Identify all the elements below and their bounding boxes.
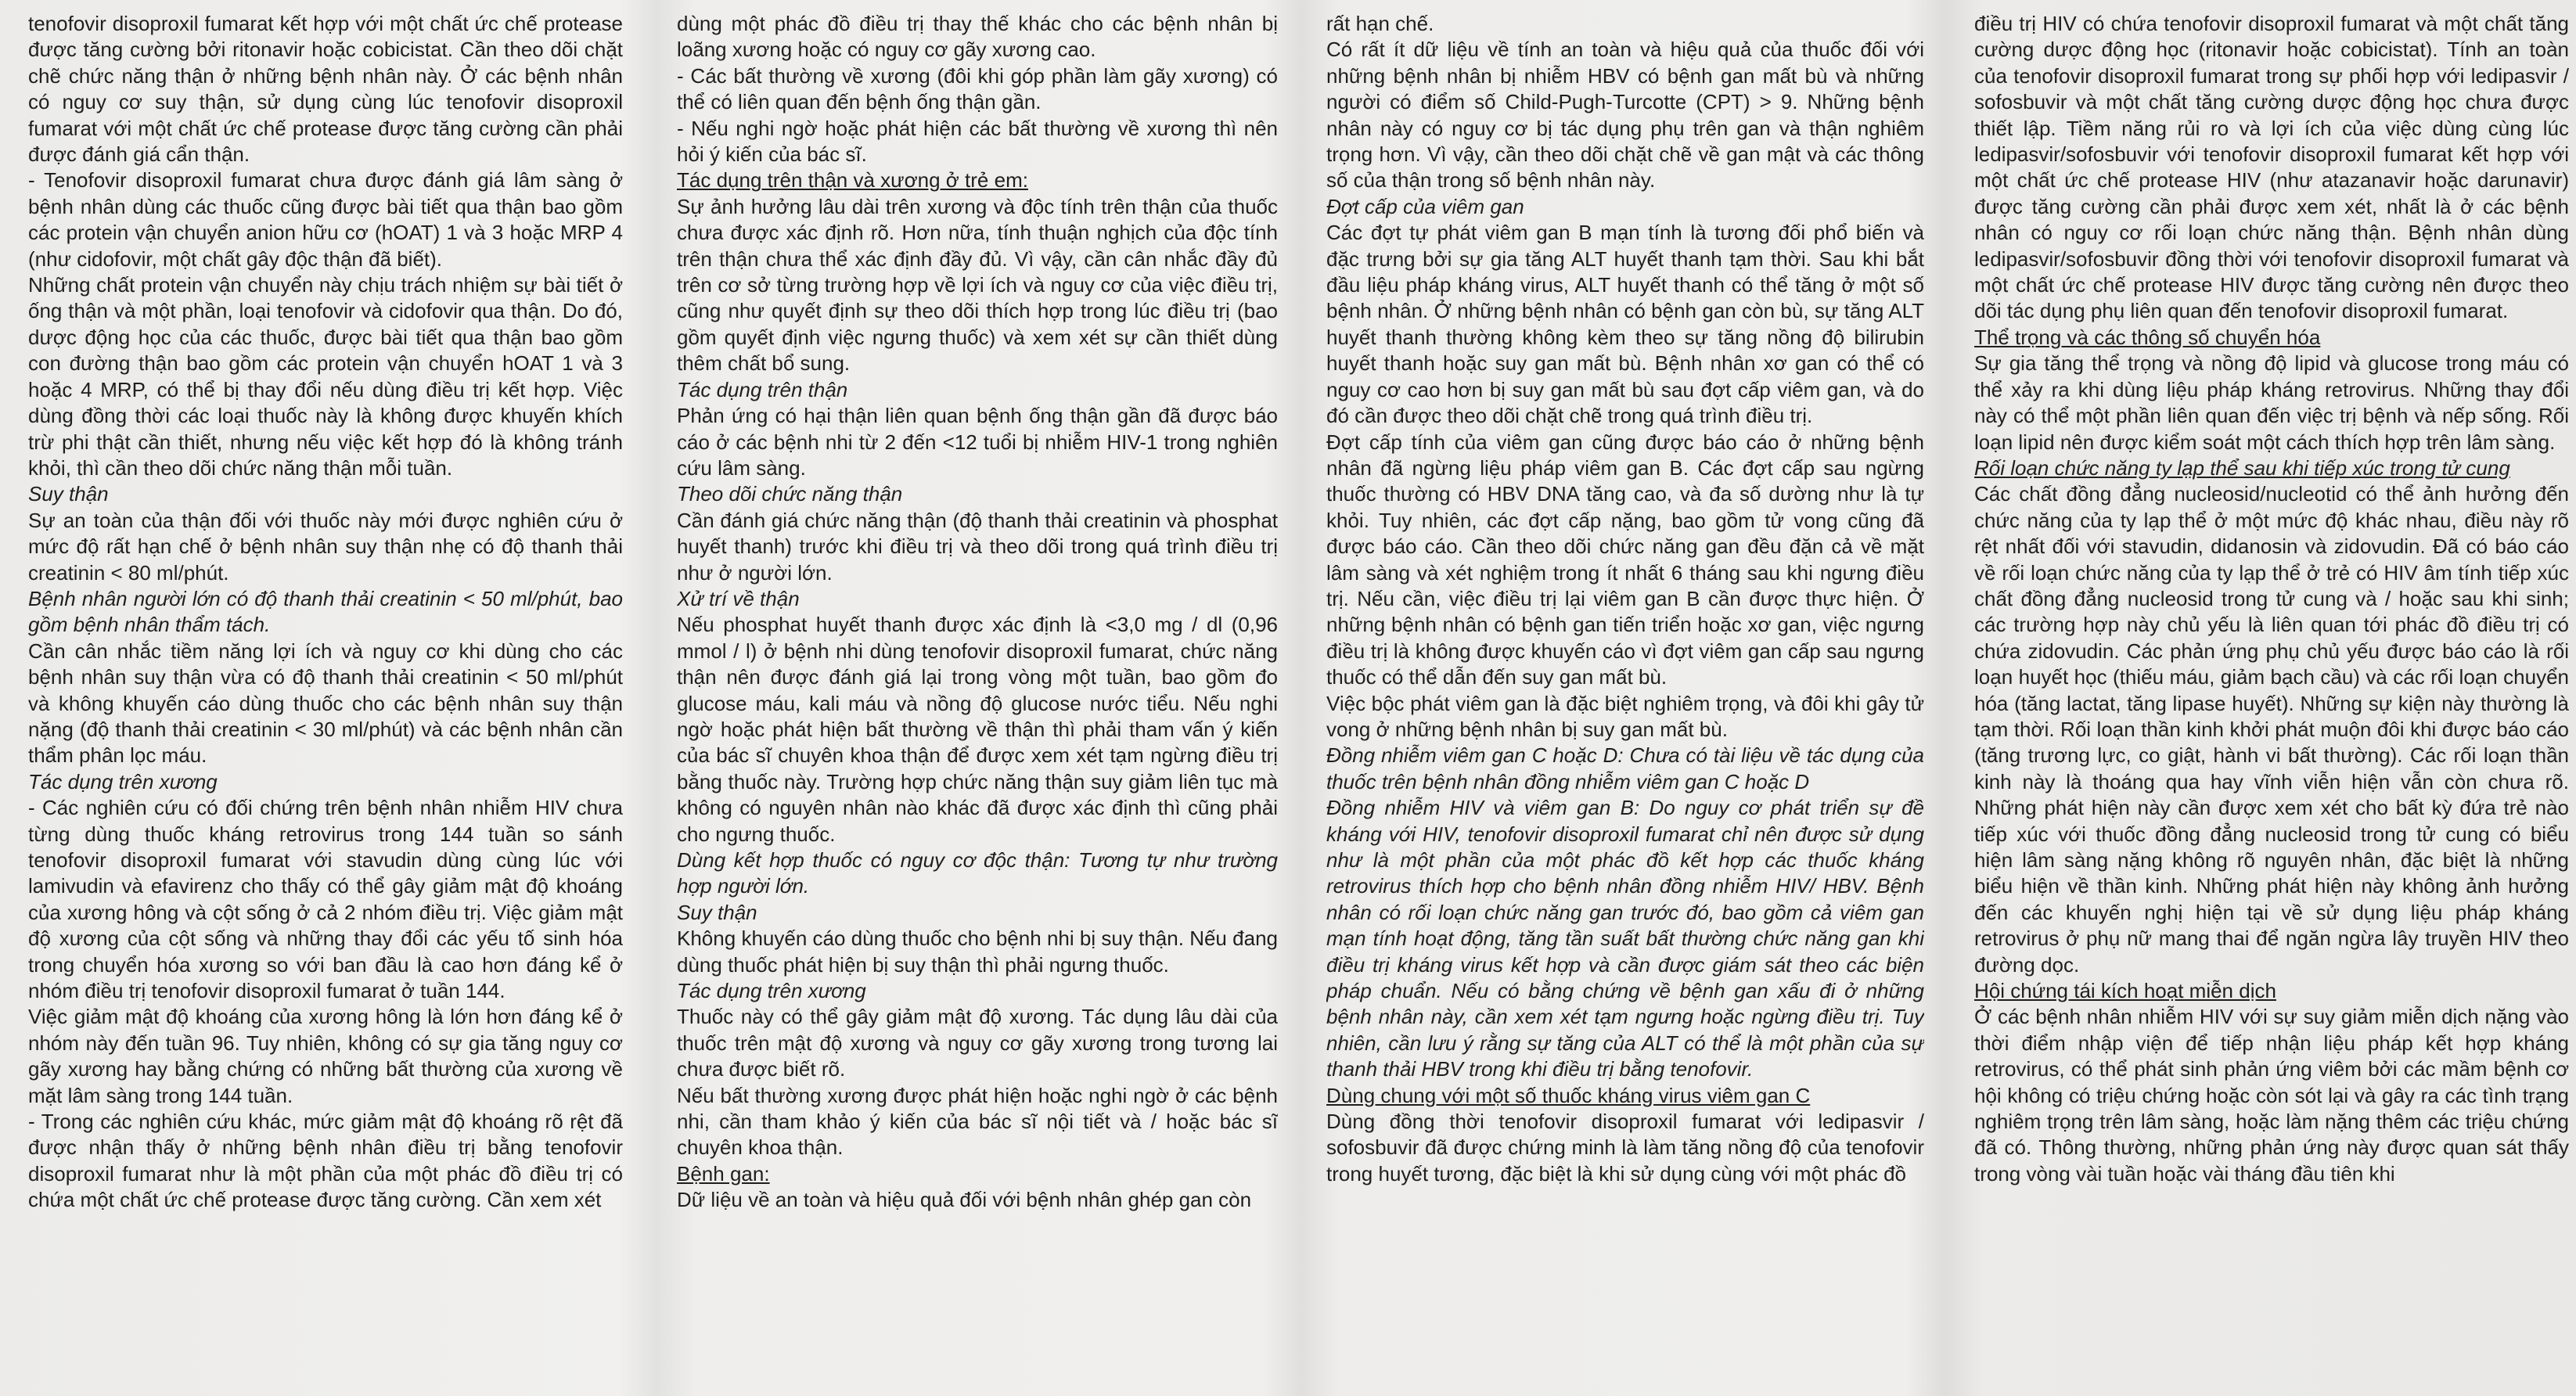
column-2	[677, 11, 1278, 1393]
paragraph: Nếu bất thường xương được phát hiện hoặc nghi ngờ ở các bệnh nhi, cần tham khảo ý kiến của bác sĩ nội tiết và / hoặc bác sĩ chuyên khoa thận.	[677, 1083, 1278, 1160]
section-heading: Suy thận	[677, 900, 757, 924]
paragraph: Việc bộc phát viêm gan là đặc biệt nghiêm trọng, và đôi khi gây tử vong ở những bệnh nhân bị suy gan mất bù.	[1326, 691, 1924, 741]
section-heading: Suy thận	[28, 482, 109, 506]
section-heading: Bệnh gan:	[677, 1161, 770, 1186]
paragraph: Các chất đồng đẳng nucleosid/nucleotid có thể ảnh hưởng đến chức năng của ty lạp thể ở một mức độ khác nhau, điều này rõ rệt nhất đối với stavudin, didanosin và zidovudin. Đã có báo cáo về rối loạn chức năng của ty lạp thể ở trẻ có HIV âm tính tiếp xúc chất đồng đẳng nucleosid trong tử cung và / hoặc sau khi sinh; các trường hợp này chủ yếu là liên quan tới phác đồ điều trị có chứa zidovudin. Các phản ứng phụ chủ yếu được báo cáo là rối loạn huyết học (thiếu máu, giảm bạch cầu) và các rối loạn chuyển hóa (tăng lactat, tăng lipase huyết). Những sự kiện này thường là tạm thời. Rối loạn thần kinh khởi phát muộn đôi khi được báo cáo (tăng trương lực, co giật, hành vi bất thường). Các rối loạn thần kinh này là thoáng qua hay vĩnh viễn hiện vẫn còn chưa rõ. Những phát hiện này cần được xem xét cho bất kỳ đứa trẻ nào tiếp xúc với thuốc đồng đẳng nucleosid trong tử cung có biểu hiện lâm sàng nặng không rõ nguyên nhân, đặc biệt là những biểu hiện về thần kinh. Những phát hiện này không ảnh hưởng đến các khuyến nghị hiện tại về sử dụng liệu pháp kháng retrovirus ở phụ nữ mang thai để ngăn ngừa lây truyền HIV theo đường dọc.	[1974, 482, 2569, 977]
paragraph: - Các nghiên cứu có đối chứng trên bệnh nhân nhiễm HIV chưa từng dùng thuốc kháng retrovirus trong 144 tuần so sánh tenofovir disoproxil fumarat với stavudin dùng cùng lúc với lamivudin và efavirenz cho thấy có thể gây giảm mật độ khoáng của xương hông và cột sống ở cả 2 nhóm điều trị. Việc giảm mật độ xương của cột sống và những thay đổi các yếu tố sinh hóa trong chuyển hóa xương so với ban đầu là cao hơn đáng kể ở nhóm điều trị tenofovir disoproxil fumarat ở tuần 144.	[28, 796, 623, 1003]
paragraph: Phản ứng có hại thận liên quan bệnh ống thận gần đã được báo cáo ở các bệnh nhi từ 2 đến <12 tuổi bị nhiễm HIV-1 trong nghiên cứu lâm sàng.	[677, 404, 1278, 480]
column-4	[1974, 11, 2569, 1393]
section-heading: Đồng nhiễm viêm gan C hoặc D: Chưa có tài liệu về tác dụng của thuốc trên bệnh nhân đồng nhiễm viêm gan C hoặc D	[1326, 743, 1924, 793]
paragraph: Nếu phosphat huyết thanh được xác định là <3,0 mg / dl (0,96 mmol / l) ở bệnh nhi dùng tenofovir disoproxil fumarat, chức năng thận nên được đánh giá lại trong vòng một tuần, bao gồm đo glucose máu, kali máu và nồng độ glucose nước tiểu. Nếu nghi ngờ hoặc phát hiện bất thường về thận thì phải tham vấn ý kiến của bác sĩ chuyên khoa thận để được xem xét tạm ngừng điều trị bằng thuốc này. Trường hợp chức năng thận suy giảm liên tục mà không có nguyên nhân nào khác đã được xác định thì cũng phải cho ngưng thuốc.	[677, 613, 1278, 846]
section-heading: Dùng kết hợp thuốc có nguy cơ độc thận: Tương tự như trường hợp người lớn.	[677, 848, 1278, 898]
paragraph: Ở các bệnh nhân nhiễm HIV với sự suy giảm miễn dịch nặng vào thời điểm nhập viện để tiếp nhận liệu pháp kết hợp kháng retrovirus, có thể phát sinh phản ứng viêm bởi các mầm bệnh cơ hội không có triệu chứng hoặc còn sót lại và gây ra các tình trạng nghiêm trọng trên lâm sàng, hoặc làm nặng thêm các triệu chứng đã có. Thông thường, những phản ứng này được quan sát thấy trong vòng vài tuần hoặc vài tháng đầu tiên khi	[1974, 1005, 2569, 1186]
paragraph: Có rất ít dữ liệu về tính an toàn và hiệu quả của thuốc đối với những bệnh nhân bị nhiễm HBV có bệnh gan mất bù và những người có điểm số Child-Pugh-Turcotte (CPT) > 9. Những bệnh nhân này có nguy cơ bị tác dụng phụ trên gan và thận nghiêm trọng hơn. Vì vậy, cần theo dõi chặt chẽ về gan mật và các thông số của thận trong số bệnh nhân này.	[1326, 38, 1924, 192]
paragraph: Sự an toàn của thận đối với thuốc này mới được nghiên cứu ở mức độ rất hạn chế ở bệnh nhân suy thận nhẹ có độ thanh thải creatinin < 80 ml/phút.	[28, 508, 623, 585]
section-heading: Bệnh nhân người lớn có độ thanh thải creatinin < 50 ml/phút, bao gồm bệnh nhân thẩm tách.	[28, 586, 623, 637]
paragraph: - Các bất thường về xương (đôi khi góp phần làm gãy xương) có thể có liên quan đến bệnh ống thận gần.	[677, 63, 1278, 114]
paragraph: Cần đánh giá chức năng thận (độ thanh thải creatinin và phosphat huyết thanh) trước khi điều trị và theo dõi trong quá trình điều trị như ở người lớn.	[677, 508, 1278, 585]
paragraph: Việc giảm mật độ khoáng của xương hông là lớn hơn đáng kể ở nhóm này đến tuần 96. Tuy nhiên, không có sự gia tăng nguy cơ gãy xương hay bằng chứng có những bất thường của xương về mặt lâm sàng trong 144 tuần.	[28, 1005, 623, 1107]
paragraph: Các đợt tự phát viêm gan B mạn tính là tương đối phổ biến và đặc trưng bởi sự gia tăng ALT huyết thanh tạm thời. Sau khi bắt đầu liệu pháp kháng virus, ALT huyết thanh có thể tăng ở một số bệnh nhân. Ở những bệnh nhân có bệnh gan còn bù, sự tăng ALT huyết thanh thường không kèm theo sự tăng nồng độ bilirubin huyết thanh hoặc suy gan mất bù. Bệnh nhân xơ gan có thể có nguy cơ cao hơn bị suy gan mất bù sau đợt cấp viêm gan, và do đó cần được theo dõi chặt chẽ trong quá trình điều trị.	[1326, 221, 1924, 428]
section-heading: Hội chứng tái kích hoạt miễn dịch	[1974, 979, 2276, 1003]
paragraph: điều trị HIV có chứa tenofovir disoproxil fumarat và một chất tăng cường dược động học (ritonavir hoặc cobicistat). Tính an toàn của tenofovir disoproxil fumarat trong sự phối hợp với ledipasvir / sofosbuvir và một chất tăng cường dược động học chưa được thiết lập. Tiềm năng rủi ro và lợi ích của việc dùng cùng lúc ledipasvir/sofosbuvir với tenofovir disoproxil fumarat kết hợp với một chất ức chế protease HIV (như atazanavir hoặc darunavir) được tăng cường cần phải được xem xét, nhất là ở các bệnh nhân có nguy cơ rối loạn chức năng thận. Bệnh nhân dùng ledipasvir/sofosbuvir đồng thời với tenofovir disoproxil fumarat và một chất ức chế protease HIV được tăng cường nên được theo dõi tác dụng phụ liên quan đến tenofovir disoproxil fumarat.	[1974, 12, 2569, 323]
section-heading: Tác dụng trên thận	[677, 377, 848, 401]
section-heading: Tác dụng trên xương	[28, 769, 218, 793]
section-heading: Dùng chung với một số thuốc kháng virus viêm gan C	[1326, 1083, 1811, 1107]
section-heading: Đồng nhiễm HIV và viêm gan B: Do nguy cơ phát triển sự đề kháng với HIV, tenofovir disoproxil fumarat chỉ nên được sử dụng như là một phần của một phác đồ kết hợp các thuốc kháng retrovirus thích hợp cho bệnh nhân đồng nhiễm HIV/ HBV. Bệnh nhân có rối loạn chức năng gan trước đó, bao gồm cả viêm gan mạn tính hoạt động, tăng tần suất bất thường chức năng gan khi điều trị kháng virus kết hợp và cần được giám sát theo các biện pháp chuẩn. Nếu có bằng chứng về bệnh gan xấu đi ở những bệnh nhân này, cần xem xét tạm ngưng hoặc ngừng điều trị. Tuy nhiên, cần lưu ý rằng sự tăng của ALT có thể là một phần của sự thanh thải HBV trong khi điều trị bằng tenofovir.	[1326, 796, 1924, 1081]
column-3	[1326, 11, 1924, 1393]
section-heading: Rối loạn chức năng ty lạp thể sau khi tiếp xúc trong tử cung	[1974, 455, 2510, 480]
column-1	[28, 11, 623, 1393]
section-heading: Tác dụng trên thận và xương ở trẻ em:	[677, 168, 1028, 192]
paragraph: dùng một phác đồ điều trị thay thế khác cho các bệnh nhân bị loãng xương hoặc có nguy cơ gãy xương cao.	[677, 12, 1278, 62]
paragraph: - Nếu nghi ngờ hoặc phát hiện các bất thường về xương thì nên hỏi ý kiến của bác sĩ.	[677, 116, 1278, 167]
paragraph: Cần cân nhắc tiềm năng lợi ích và nguy cơ khi dùng cho các bệnh nhân suy thận vừa có độ thanh thải creatinin < 50 ml/phút và không khuyến cáo dùng thuốc cho các bệnh nhân suy thận nặng (độ thanh thải creatinin < 30 ml/phút) và các bệnh nhân cần thẩm phân lọc máu.	[28, 639, 623, 768]
paragraph: Sự ảnh hưởng lâu dài trên xương và độc tính trên thận của thuốc chưa được xác định rõ. Hơn nữa, tính thuận nghịch của độc tính trên thận chưa thể xác định đầy đủ. Vì vậy, cần cân nhắc đầy đủ trên cơ sở từng trường hợp về lợi ích và nguy cơ của việc điều trị, cũng như quyết định sự theo dõi thích hợp trong lúc điều trị (bao gồm quyết định việc ngưng thuốc) và xem xét sự cần thiết dùng thêm chất bổ sung.	[677, 194, 1278, 376]
paragraph: Những chất protein vận chuyển này chịu trách nhiệm sự bài tiết ở ống thận và một phần, loại tenofovir và cidofovir qua thận. Do đó, dược động học của các thuốc, được bài tiết qua thận bao gồm con đường thận bao gồm các protein vận chuyển hOAT 1 và 3 hoặc 4 MRP, có thể bị thay đổi nếu dùng điều trị kết hợp. Việc dùng đồng thời các loại thuốc này là không được khuyến khích trừ phi thật cần thiết, nhưng nếu việc kết hợp đó là không tránh khỏi, thì cần theo dõi chức năng thận mỗi tuần.	[28, 273, 623, 480]
paragraph: Dữ liệu về an toàn và hiệu quả đối với bệnh nhân ghép gan còn	[677, 1188, 1252, 1212]
paragraph: Đợt cấp tính của viêm gan cũng được báo cáo ở những bệnh nhân đã ngừng liệu pháp viêm gan B. Các đợt cấp sau ngừng thuốc thường có HBV DNA tăng cao, và đa số dường như là tự khỏi. Tuy nhiên, các đợt cấp nặng, bao gồm tử vong cũng đã được báo cáo. Cần theo dõi chức năng gan đều đặn cả về mặt lâm sàng và xét nghiệm trong ít nhất 6 tháng sau khi ngưng điều trị. Nếu cần, việc điều trị lại viêm gan B cần được thực hiện. Ở những bệnh nhân có bệnh gan tiến triển hoặc xơ gan, việc ngưng điều trị là không được khuyến cáo vì đợt viêm gan cấp sau ngưng thuốc có thể dẫn đến suy gan mất bù.	[1326, 430, 1924, 689]
paragraph: - Trong các nghiên cứu khác, mức giảm mật độ khoáng rõ rệt đã được nhận thấy ở những bệnh nhân điều trị bằng tenofovir disoproxil fumarat như là một phần của một phác đồ điều trị có chứa một chất ức chế protease được tăng cường. Cần xem xét	[28, 1110, 623, 1212]
paragraph: Sự gia tăng thể trọng và nồng độ lipid và glucose trong máu có thể xảy ra khi dùng liệu pháp kháng retrovirus. Những thay đổi này có thể một phần liên quan đến việc trị bệnh và nếp sống. Rối loạn lipid nên được kiểm soát một cách thích hợp trên lâm sàng.	[1974, 351, 2569, 454]
section-heading: Tác dụng trên xương	[677, 979, 866, 1003]
paragraph: Không khuyến cáo dùng thuốc cho bệnh nhi bị suy thận. Nếu đang dùng thuốc phát hiện bị suy thận thì phải ngưng thuốc.	[677, 926, 1278, 977]
paragraph: rất hạn chế.	[1326, 12, 1434, 35]
paragraph: tenofovir disoproxil fumarat kết hợp với một chất ức chế protease được tăng cường bởi ritonavir hoặc cobicistat. Cần theo dõi chặt chẽ chức năng thận ở những bệnh nhân này. Ở các bệnh nhân có nguy cơ suy thận, sử dụng cùng lúc tenofovir disoproxil fumarat với một chất ức chế protease được tăng cường cần phải được đánh giá cẩn thận.	[28, 12, 623, 167]
section-heading: Đợt cấp của viêm gan	[1326, 194, 1524, 218]
section-heading: Thể trọng và các thông số chuyển hóa	[1974, 325, 2321, 349]
section-heading: Theo dõi chức năng thận	[677, 482, 903, 506]
paragraph: Dùng đồng thời tenofovir disoproxil fumarat với ledipasvir / sofosbuvir đã được chứng minh là làm tăng nồng độ của tenofovir trong huyết tương, đặc biệt là khi sử dụng cùng với một phác đồ	[1326, 1110, 1924, 1186]
section-heading: Xử trí về thận	[677, 586, 800, 610]
paragraph: Thuốc này có thể gây giảm mật độ xương. Tác dụng lâu dài của thuốc trên mật độ xương và nguy cơ gãy xương trong tương lai chưa được biết rõ.	[677, 1005, 1278, 1081]
paragraph: - Tenofovir disoproxil fumarat chưa được đánh giá lâm sàng ở bệnh nhân dùng các thuốc cũng được bài tiết qua thận bao gồm các protein vận chuyển anion hữu cơ (hOAT) 1 và 3 hoặc MRP 4 (như cidofovir, một chất gây độc thận đã biết).	[28, 168, 623, 271]
